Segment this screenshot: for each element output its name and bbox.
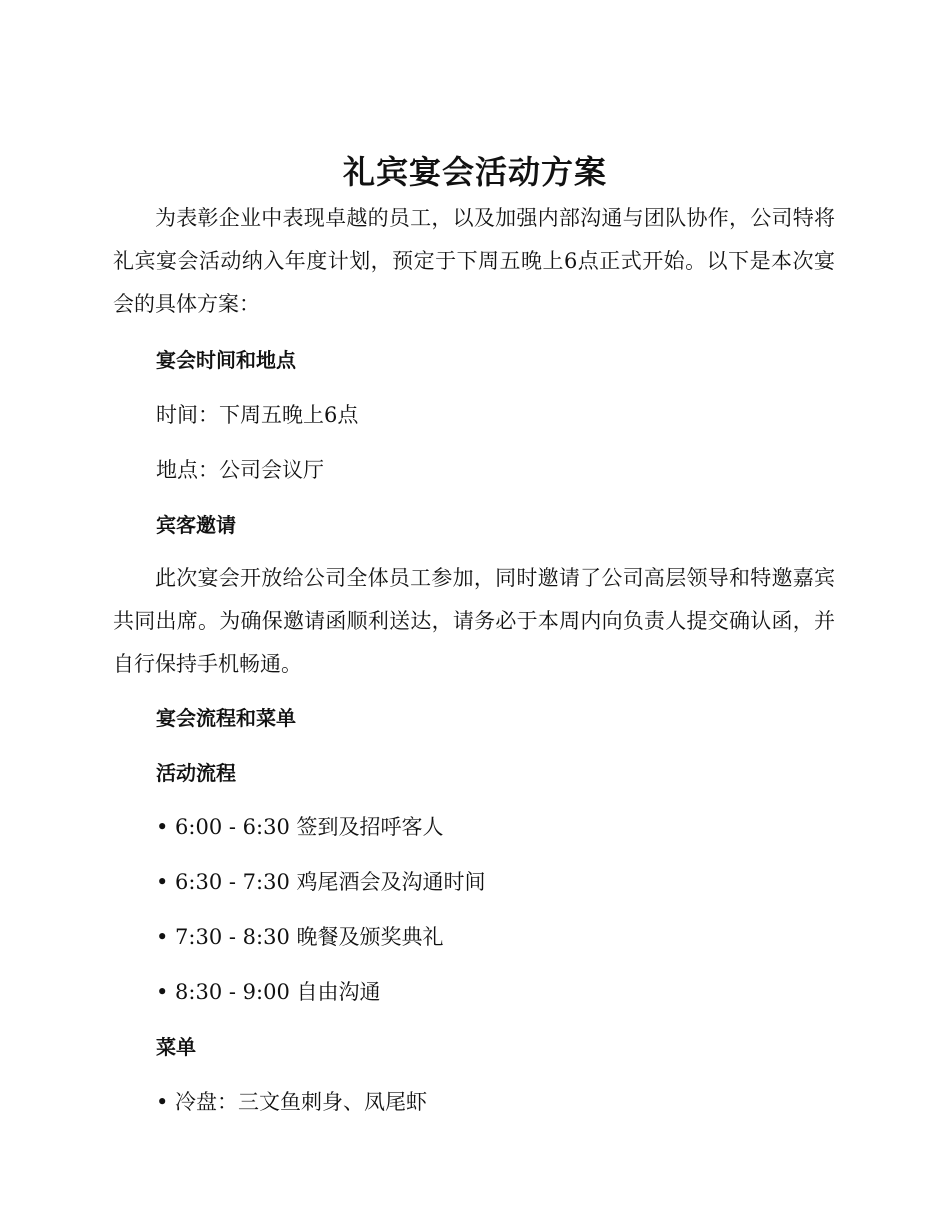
list-item-flow: • 8:30 - 9:00 自由沟通: [156, 980, 381, 1004]
list-item-flow: • 6:30 - 7:30 鸡尾酒会及沟通时间: [156, 870, 486, 894]
heading-time-place: 宴会时间和地点: [156, 348, 296, 372]
place-line: 地点：公司会议厅: [156, 458, 324, 482]
list-item-flow: • 6:00 - 6:30 签到及招呼客人: [156, 815, 444, 839]
document-title: 礼宾宴会活动方案: [342, 153, 607, 191]
list-item-menu: • 冷盘：三文鱼刺身、凤尾虾: [156, 1090, 428, 1114]
guests-paragraph: 此次宴会开放给公司全体员工参加，同时邀请了公司高层领导和特邀嘉宾共同出席。为确保邀请函顺利送达，请务必于本周内向负责人提交确认函，并自行保持手机畅通。: [113, 566, 835, 676]
time-line: 时间：下周五晚上6点: [156, 403, 359, 427]
intro-paragraph: 为表彰企业中表现卓越的员工，以及加强内部沟通与团队协作，公司特将礼宾宴会活动纳入年度计划，预定于下周五晚上6点正式开始。以下是本次宴会的具体方案：: [113, 206, 835, 316]
heading-flow-menu: 宴会流程和菜单: [156, 706, 296, 730]
heading-guests: 宾客邀请: [156, 513, 236, 537]
heading-flow: 活动流程: [156, 761, 236, 785]
list-item-flow: • 7:30 - 8:30 晚餐及颁奖典礼: [156, 925, 444, 949]
heading-menu: 菜单: [156, 1035, 196, 1059]
